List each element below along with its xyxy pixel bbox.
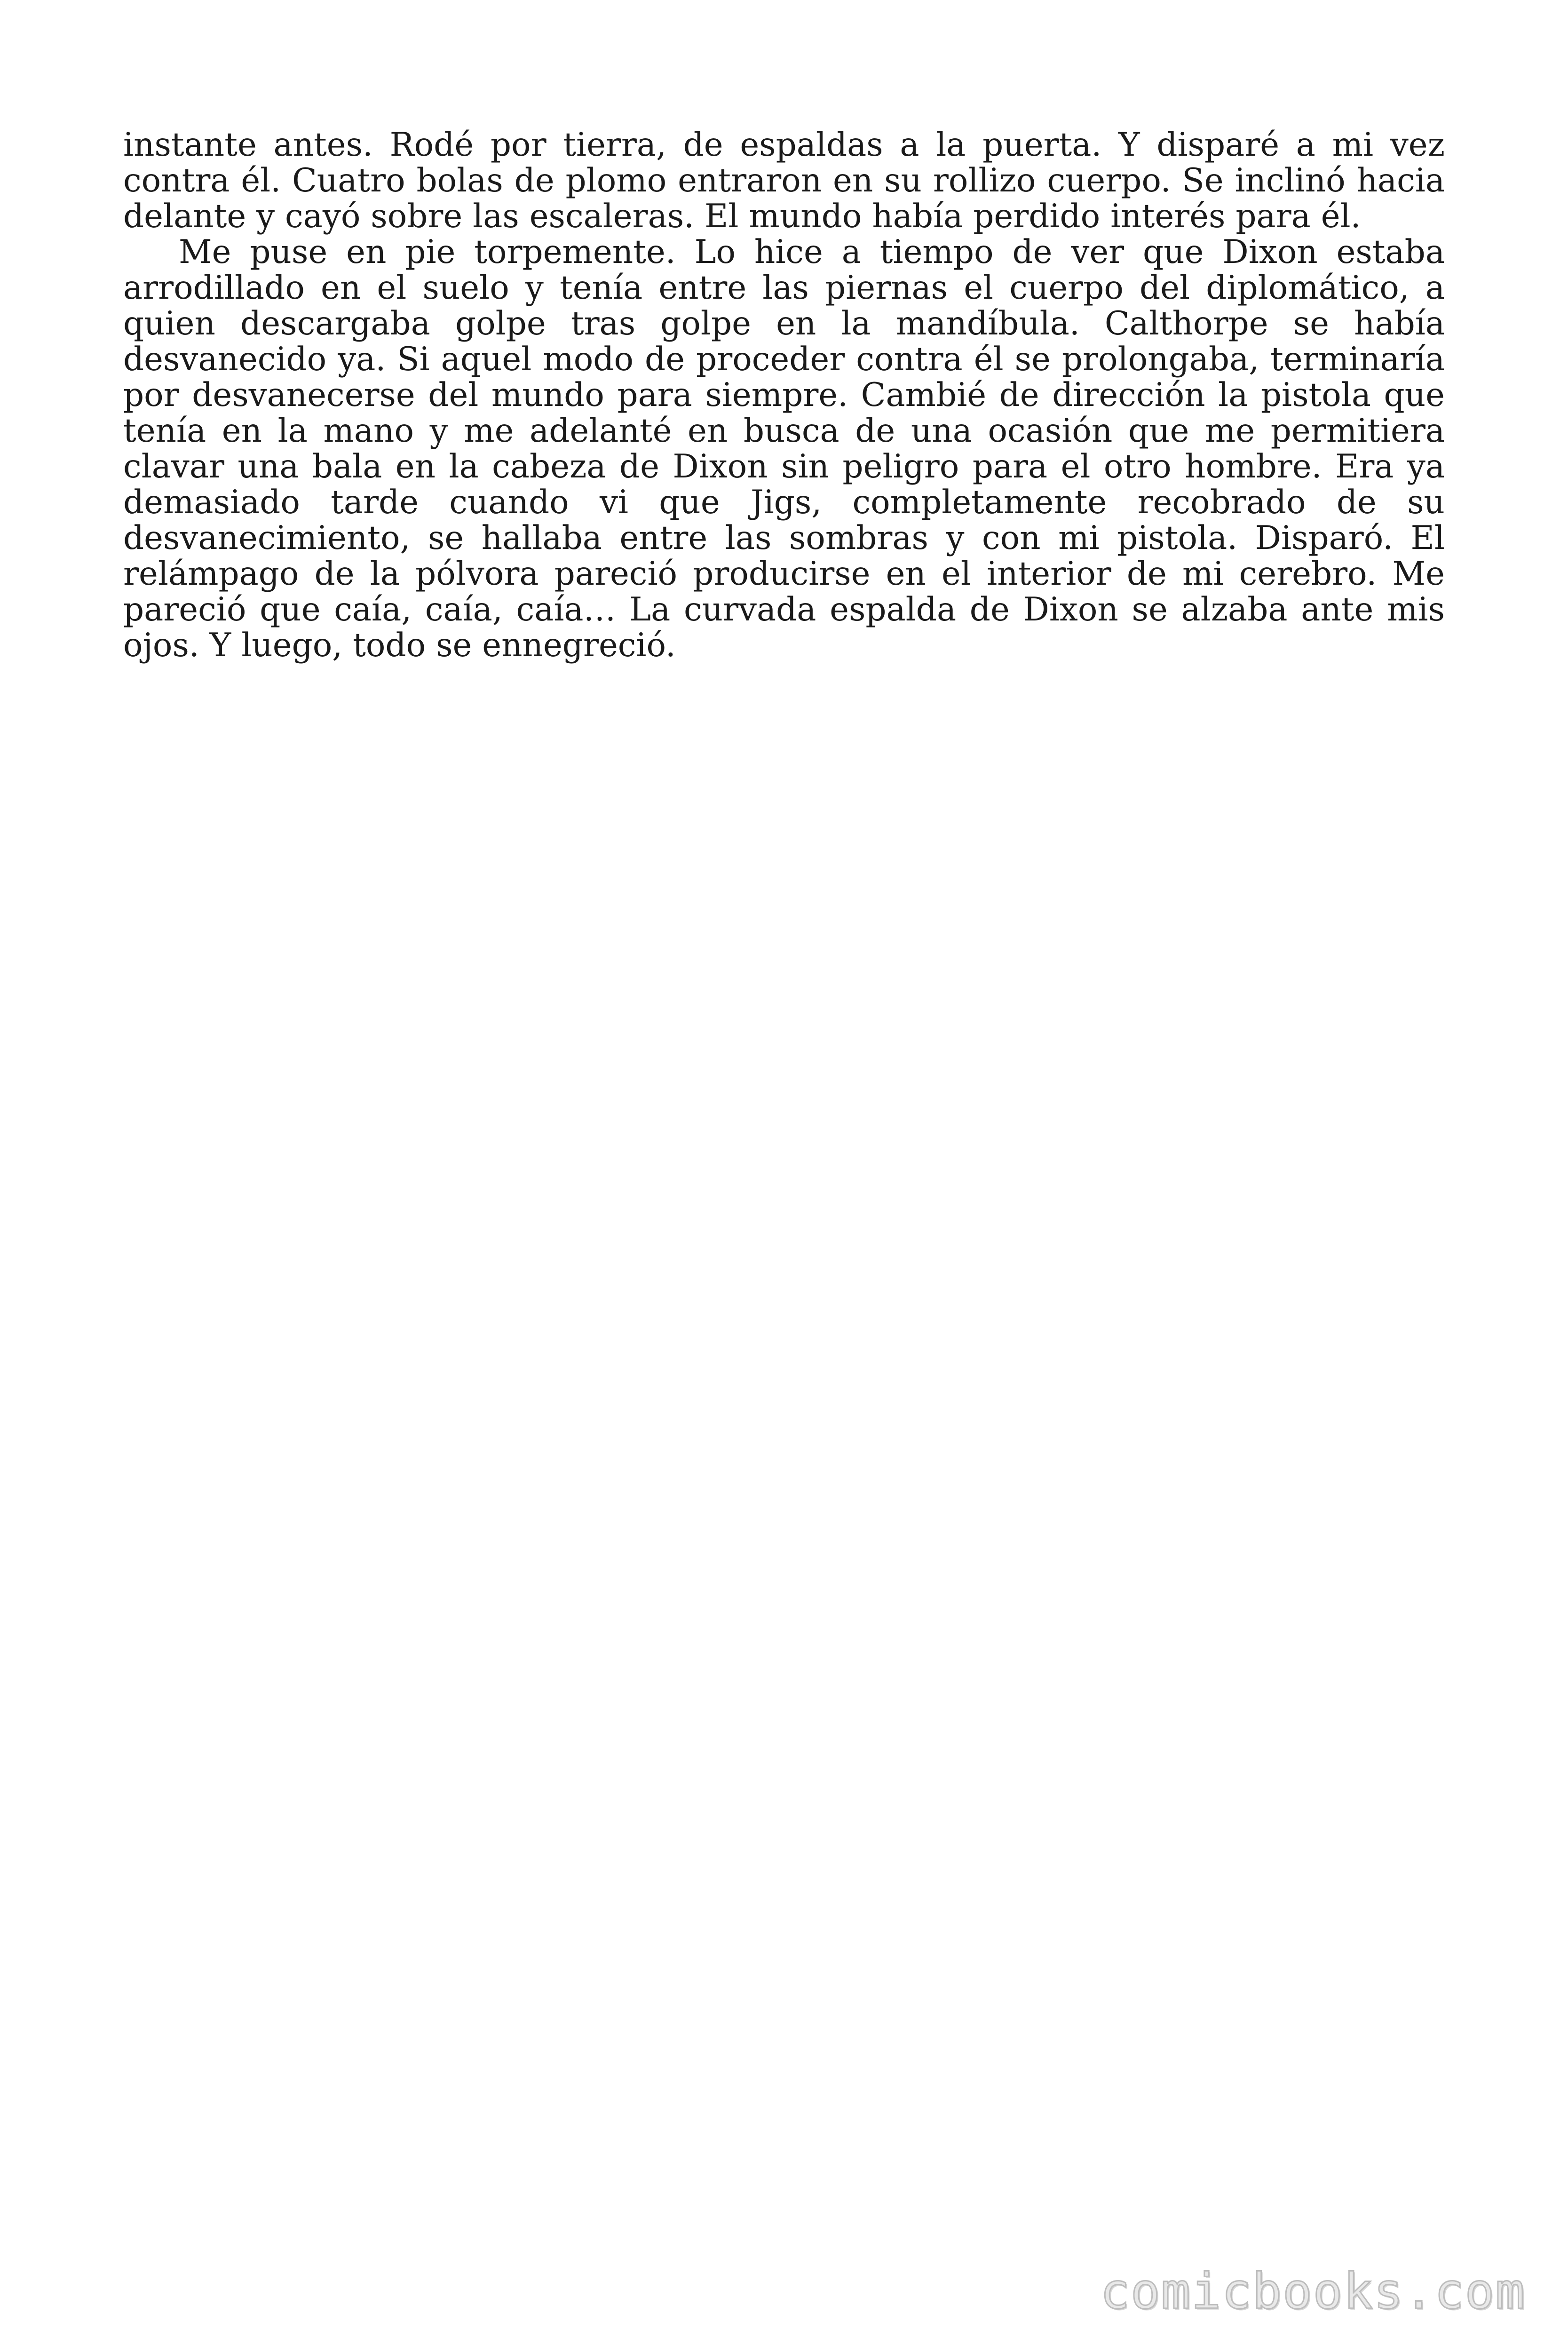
paragraph-continuation: instante antes. Rodé por tierra, de espaldas a la puerta. Y disparé a mi vez contra él. Cuatro bolas de plomo entraron en su rollizo cuerpo. Se inclinó hacia delante y cayó sobre las escaleras. El mundo había perdido interés para él. xyxy=(123,126,1445,235)
body-text xyxy=(123,127,1445,663)
paragraph: Me puse en pie torpemente. Lo hice a tiempo de ver que Dixon estaba arrodillado en el suelo y tenía entre las piernas el cuerpo del diplomático, a quien descargaba golpe tras golpe en la mandíbula. Calthorpe se había desvanecido ya. Si aquel modo de proceder contra él se prolongaba, terminaría por desvanecerse del mundo para siempre. Cambié de dirección la pistola que tenía en la mano y me adelanté en busca de una ocasión que me permitiera clavar una bala en la cabeza de Dixon sin peligro para el otro hombre. Era ya demasiado tarde cuando vi que Jigs, completamente recobrado de su desvanecimiento, se hallaba entre las sombras y con mi pistola. Disparó. El relámpago de la pólvora pareció producirse en el interior de mi cerebro. Me pareció que caía, caía, caía… La curvada espalda de Dixon se alzaba ante mis ojos. Y luego, todo se ennegreció. xyxy=(123,233,1445,664)
watermark: comicbooks.com xyxy=(1100,2263,1526,2320)
